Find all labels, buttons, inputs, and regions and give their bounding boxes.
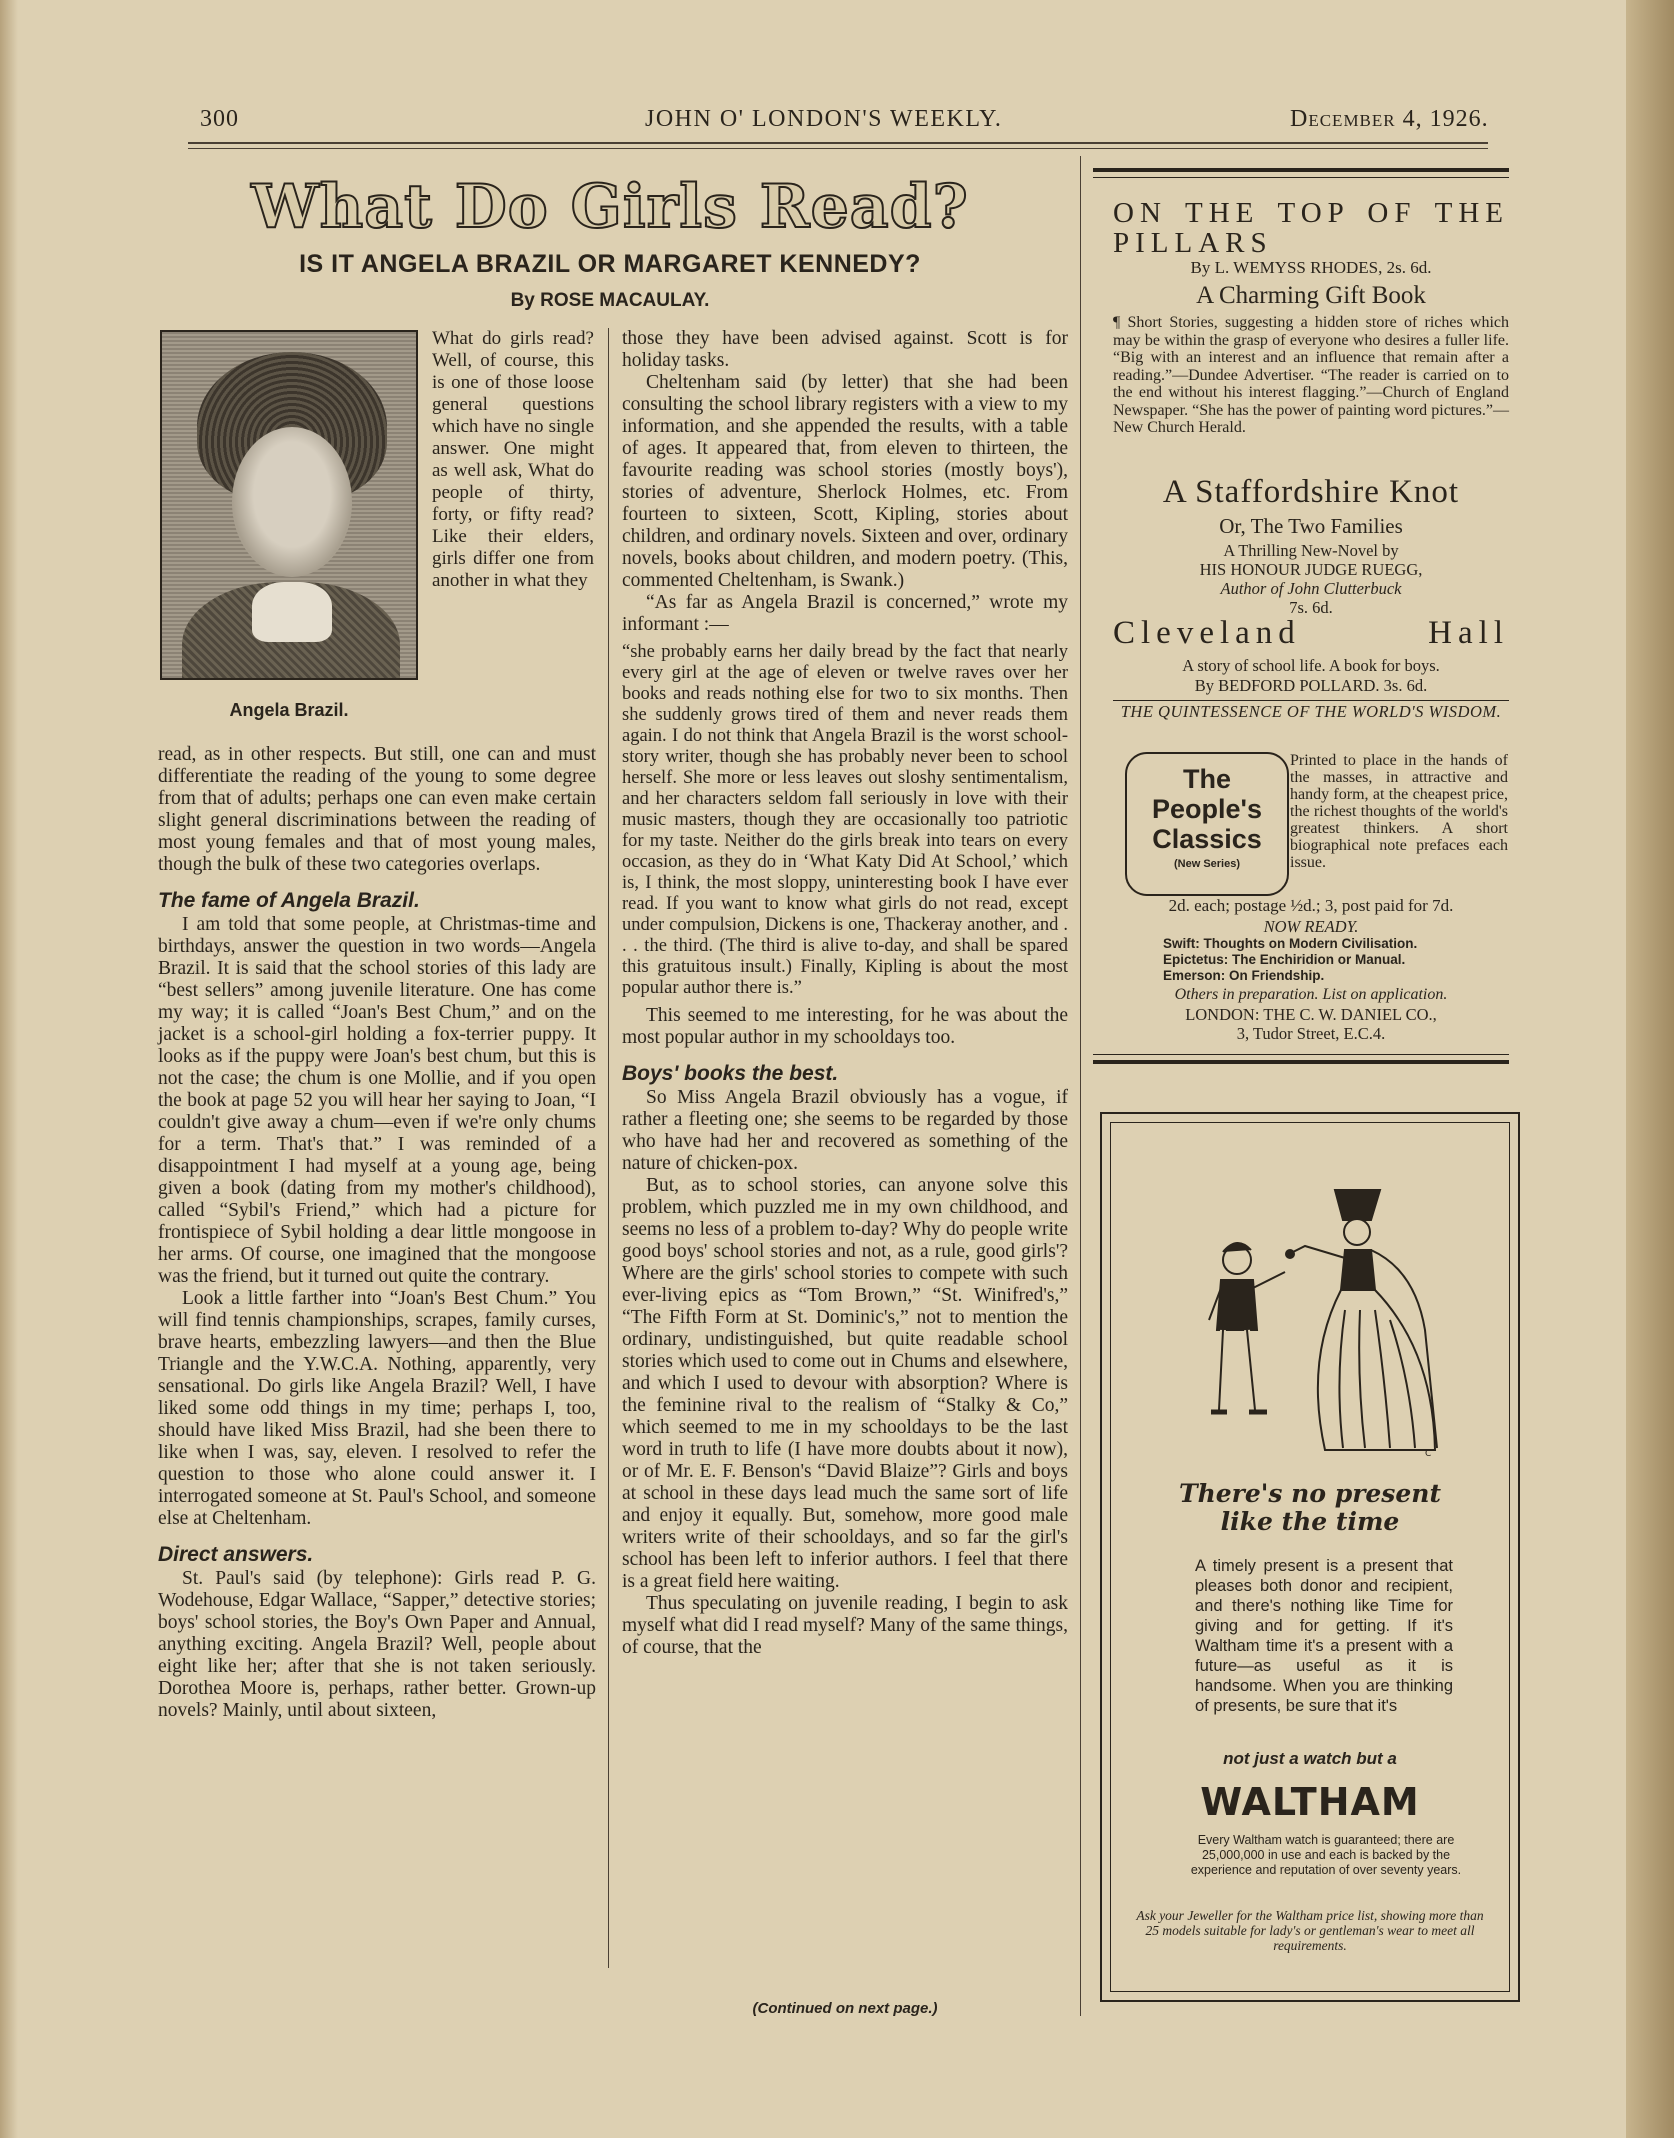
ad-pillars-author: By L. WEMYSS RHODES, 2s. 6d. <box>1190 258 1432 277</box>
ad-cleveland-line: By BEDFORD POLLARD. 3s. 6d. <box>1194 676 1428 695</box>
article-title: What Do Girls Read? <box>251 172 969 242</box>
ad-pillars-title: ON THE TOP OF THE PILLARS <box>1113 197 1509 259</box>
paragraph: read, as in other respects. But still, one can and must differentiate the reading of the young to some degree from that of adults; perhaps one can even make certain slight general discriminations between the reading of most young females and that of most young males, though the bulk of these two categories overlaps. <box>158 744 596 875</box>
ad-rule-bottom <box>1093 1060 1509 1064</box>
column-divider-1 <box>608 328 609 1968</box>
continued-note: (Continued on next page.) <box>752 2000 938 2017</box>
waltham-logo: WALTHAM <box>1200 1780 1420 1824</box>
slogan-line: There's no present <box>1178 1479 1441 1508</box>
classics-title-item: Epictetus: The Enchiridion or Manual. <box>1163 952 1406 967</box>
svg-text:C: C <box>1425 1449 1432 1459</box>
slogan-line: like the time <box>1220 1507 1400 1536</box>
ad-knot-subtitle: Or, The Two Families <box>1219 514 1403 538</box>
paragraph: St. Paul's said (by telephone): Girls read P. G. Wodehouse, Edgar Wallace, “Sapper,” detective stories; boys' school stories, the Boy's Own Paper and Annual, anything exciting. Angela Brazil? Well, people about eight like her; after that she is not taken seriously. Dorothea Moore is, perhaps, rather better. Grown-up novels? Mainly, until about sixteen, <box>158 1568 596 1721</box>
logo-line: The <box>1182 764 1231 794</box>
ad-knot-price: 7s. 6d. <box>1289 598 1333 617</box>
paragraph: Cheltenham said (by letter) that she had been consulting the school library registers with a view to my information, and she appended the results, with a table of ages. It appeared that, from eleven to thirteen, the favourite reading was school stories (mostly boys'), stories of adventure, Sherlock Holmes, etc. From fourteen to sixteen, Scott, Kipling, stories about children, and ordinary novels. Sixteen and over, ordinary novels, books about children, and modern poetry. (This, commented Cheltenham, is Swank.) <box>622 372 1068 591</box>
ad-knot-details <box>1113 541 1509 617</box>
waltham-guarantee: Every Waltham watch is guaranteed; there are 25,000,000 in use and each is backed by the experience and reputation of over seventy years. <box>1190 1833 1462 1877</box>
ad-classics-description: Printed to place in the hands of the masses, in attractive and handy form, at the cheapest price, the richest thoughts of the world's greatest thinkers. A short biographical note prefaces each issue. <box>1290 752 1508 871</box>
ad-knot-line: HIS HONOUR JUDGE RUEGG, <box>1199 560 1423 579</box>
ad-rule-bottom-thin <box>1093 1054 1509 1055</box>
article-intro <box>432 328 594 592</box>
address-line: 3, Tudor Street, E.C.4. <box>1236 1024 1386 1043</box>
ad-classics-others: Others in preparation. List on application. <box>1174 986 1448 1003</box>
article-column-2 <box>622 328 1068 1659</box>
ad-classics-price: 2d. each; postage ½d.; 3, post paid for 7d. <box>1168 896 1454 915</box>
article-subtitle: IS IT ANGELA BRAZIL OR MARGARET KENNEDY? <box>299 250 921 278</box>
quoted-letter: “she probably earns her daily bread by the fact that nearly every girl at the age of eleven or twelve raves over her books and reads nothing else for two to six months. Then she suddenly grows tired of them and never reads them again. I do not think that Angela Brazil is the worst school-story writer, though she has probably never been to school herself. She more or less leaves out sloshy sentimentalism, and her characters seldom fall seriously in love with their music masters, though they are occasionally too patriotic for my taste. Neither do the girls break into tears on every occasion, as they do in ‘What Katy Did At School,’ which is, I think, the most sloppy, uninteresting book I have ever read. If you want to know what girls do not read, except under compulsion, Dickens is one, Thackeray another, and . . . the third. (The third is alive to-day, and shall be spared this gratuitous insult.) Finally, Kipling is about the most popular author there is.” <box>622 642 1068 998</box>
paragraph: So Miss Angela Brazil obviously has a vogue, if rather a fleeting one; she seems to be regarded by those who have had her and recovered as something of the nature of chicken-pox. <box>622 1087 1068 1174</box>
paragraph: But, as to school stories, can anyone solve this problem, which puzzled me in my own childhood, and seems no less of a problem to-day? Why do people write good boys' school stories and not, as a rule, good girls'? Where are the girls' school stories to compete with such ever-living epics as “Tom Brown,” “St. Winifred's,” “The Fifth Form at St. Dominic's,” not to mention the ordinary, undistinguished, but quite readable school stories which used to come out in Chums and elsewhere, and which I used to devour with absorption? Where is the feminine rival to the realism of “Stalky & Co,” which seemed to me in my schooldays to be the last word in truth to life (I have more doubts about it now), or of Mr. E. F. Benson's “David Blaize”? Girls and boys at school in these days lead much the same sort of life and enjoy it equally. But, somehow, more good male writers write of their schooldays, and so far the girl's school has been left to inferior authors. I feel that there is a great field here waiting. <box>622 1175 1068 1592</box>
paragraph: those they have been advised against. Scott is for holiday tasks. <box>622 328 1068 371</box>
waltham-slogan <box>1110 1480 1510 1536</box>
ad-classics-heading: THE QUINTESSENCE OF THE WORLD'S WISDOM. <box>1120 702 1502 721</box>
author-portrait-photo <box>160 330 418 680</box>
paragraph: Thus speculating on juvenile reading, I begin to ask myself what did I read myself? Many of the same things, of course, that the <box>622 1593 1068 1658</box>
peoples-classics-logo <box>1125 752 1289 896</box>
paragraph: This seemed to me interesting, for he was about the most popular author in my schooldays too. <box>622 1005 1068 1048</box>
ad-knot-line: Author of John Clutterbuck <box>1220 579 1402 598</box>
photo-caption: Angela Brazil. <box>229 700 349 720</box>
section-heading: Boys' books the best. <box>622 1062 839 1085</box>
article-column-1 <box>158 744 596 1722</box>
waltham-illustration <box>1175 1180 1445 1460</box>
ad-rule-top <box>1093 168 1509 172</box>
issue-date: December 4, 1926. <box>1290 106 1489 132</box>
ad-pillars-body: ¶ Short Stories, suggesting a hidden store of riches which may be within the grasp of everyone who desires a fuller life. “Big with an interest and an influence that remain after a reading.”—Dundee Advertiser. “The reader is carried on to the end without his interest flagging.”—Church of England Newspaper. “She has the power of painting word pictures.”—New Church Herald. <box>1113 314 1509 436</box>
ad-classics-address <box>1113 1005 1509 1043</box>
ad-cleveland-details <box>1113 656 1509 696</box>
page-gutter-shadow <box>0 0 18 2138</box>
header-rule-thin <box>188 148 1488 149</box>
ad-classics-titles <box>1163 936 1503 984</box>
ad-classics-ready: NOW READY. <box>1263 917 1359 936</box>
magazine-title: JOHN O' LONDON'S WEEKLY. <box>645 106 1003 132</box>
waltham-tagline: not just a watch but a <box>1223 1749 1397 1768</box>
intro-paragraph: What do girls read? Well, of course, this is one of those loose general questions which have no single answer. One might as well ask, What do people of thirty, forty, or fifty read? Like their elders, girls differ one from another in what they <box>432 328 594 591</box>
ad-knot-line: A Thrilling New-Novel by <box>1223 541 1399 560</box>
ad-knot-title: A Staffordshire Knot <box>1162 474 1460 510</box>
waltham-body: A timely present is a present that pleases both donor and recipient, and there's nothing like Time for giving and for getting. If it's Waltham time it's a present with a future—as useful as it is handsome. When you are thinking of presents, be sure that it's <box>1195 1557 1453 1715</box>
logo-line: Classics <box>1152 824 1262 854</box>
header-rule <box>188 142 1488 144</box>
paragraph: “As far as Angela Brazil is concerned,” wrote my informant :— <box>622 592 1068 635</box>
paragraph: I am told that some people, at Christmas-time and birthdays, answer the question in two words—Angela Brazil. It is said that the school stories of this lady are “best sellers” among juvenile literature. One has come my way; it is called “Joan's Best Chum,” and on the jacket is a school-girl holding a fox-terrier puppy. It looks as if the puppy were Joan's best chum, but this is not the case; the chum is one Mollie, and if you open the book at page 52 you will hear her saying to Joan, “I couldn't give away a chum—even if we're only chums for a term. That's that.” I was reminded of a disappointment I had myself at a young age, being given a book (dating from my mother's childhood), called “Sybil's Friend,” which had a picture for frontispiece of Sybil holding a dear little mongoose in her arms. Of course, one imagined that the mongoose was the friend, but it turned out quite the contrary. <box>158 914 596 1287</box>
classics-title-item: Swift: Thoughts on Modern Civilisation. <box>1163 936 1418 951</box>
ad-rule-top-thin <box>1093 177 1509 178</box>
logo-series: (New Series) <box>1173 858 1241 870</box>
logo-line: People's <box>1152 794 1262 824</box>
section-heading: The fame of Angela Brazil. <box>158 889 420 912</box>
article-byline: By ROSE MACAULAY. <box>510 290 710 311</box>
ad-divider <box>1113 700 1509 701</box>
column-divider-2 <box>1080 156 1081 2016</box>
ad-cleveland-title: Cleveland Hall <box>1113 615 1509 651</box>
page-number: 300 <box>200 106 239 132</box>
section-heading: Direct answers. <box>158 1543 314 1566</box>
paragraph: Look a little farther into “Joan's Best Chum.” You will find tennis championships, scrapes, family curses, brave hearts, embezzling lawyers—and then the Blue Triangle and the Y.W.C.A. Nothing, apparently, very sensational. Do girls like Angela Brazil? Well, I have liked some odd things in my time; perhaps I, too, should have liked Miss Brazil, had she been there to like when I was, say, eleven. I resolved to refer the question to those who alone could answer it. I interrogated someone at St. Paul's School, and someone else at Cheltenham. <box>158 1288 596 1529</box>
classics-title-item: Emerson: On Friendship. <box>1163 968 1325 983</box>
page-edge-shadow <box>1626 0 1674 2138</box>
waltham-price-list: Ask your Jeweller for the Waltham price list, showing more than 25 models suitable for lady's or gentleman's wear to meet all requirements. <box>1136 1908 1484 1953</box>
ad-pillars-tagline: A Charming Gift Book <box>1196 282 1426 309</box>
ad-cleveland-line: A story of school life. A book for boys. <box>1182 656 1440 675</box>
address-line: LONDON: THE C. W. DANIEL CO., <box>1185 1005 1437 1024</box>
